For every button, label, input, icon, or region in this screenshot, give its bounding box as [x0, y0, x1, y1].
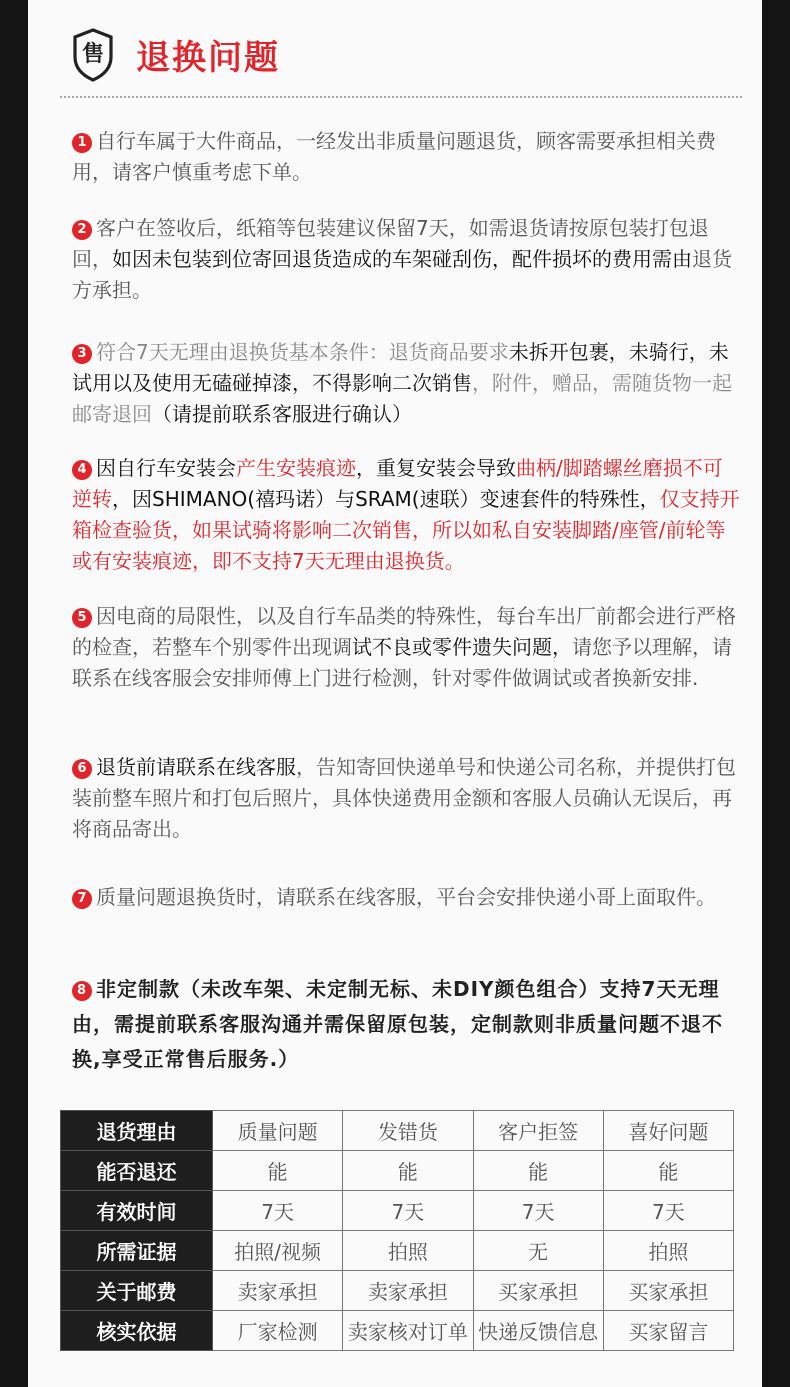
- row-label: 所需证据: [61, 1231, 213, 1271]
- table-cell: 客户拒签: [473, 1111, 603, 1151]
- rule-7: [72, 882, 742, 913]
- rule-text-red: 曲柄/脚踏螺丝磨损不可逆转: [72, 456, 723, 511]
- table-cell: 发错货: [343, 1111, 473, 1151]
- table-cell: 喜好问题: [603, 1111, 733, 1151]
- number-badge: 3: [72, 344, 92, 364]
- row-label: 有效时间: [61, 1191, 213, 1231]
- rule-text-emphasis: 试不良或零件遗失问题，: [352, 635, 572, 659]
- table-cell: 7天: [213, 1191, 343, 1231]
- rule-text: ，重复安装会导致: [356, 456, 516, 480]
- table-cell: 能: [603, 1151, 733, 1191]
- rule-text-emphasis: 退货前请联系在线客服: [96, 755, 296, 779]
- rule-text: 符合7天无理由退换货基本条件：退货商品要求: [96, 340, 509, 364]
- table-cell: 能: [343, 1151, 473, 1191]
- row-label: 核实依据: [61, 1311, 213, 1351]
- table-cell: 拍照: [343, 1231, 473, 1271]
- table-row: [61, 1151, 734, 1191]
- row-label: 能否退还: [61, 1151, 213, 1191]
- rule-1: [72, 126, 742, 188]
- table-cell: 能: [213, 1151, 343, 1191]
- table-cell: 7天: [473, 1191, 603, 1231]
- table-cell: 买家承担: [603, 1271, 733, 1311]
- rule-text-emphasis: 未拆开包裹，未骑行，未试用以及使用无磕碰掉漆，不得影响二次销售: [72, 340, 729, 395]
- table-cell: 买家留言: [603, 1311, 733, 1351]
- rule-text-emphasis: 如因未包装到位寄回退货造成的车架碰刮伤，配件损坏的费用需由: [112, 247, 692, 271]
- table-cell: 厂家检测: [213, 1311, 343, 1351]
- rule-text: 因自行车安装会: [96, 456, 236, 480]
- rule-text: 质量问题退换货时，请联系在线客服，平台会安排快递小哥上面取件。: [96, 885, 716, 909]
- rule-text: 请您予以理解，请联系在线客服会安排师傅上门进行检测，针对零件做调试或者换新安排.: [72, 635, 732, 690]
- number-badge: 8: [72, 981, 92, 1001]
- table-row: [61, 1311, 734, 1351]
- rule-text-red: 仅支持开箱检查验货，如果试骑将影响二次销售，所以如私自安装脚踏/座管/前轮等或有安装痕迹，即不支持7天无理由退换货。: [72, 487, 740, 573]
- table-row: [61, 1271, 734, 1311]
- number-badge: 5: [72, 608, 92, 628]
- rule-3: [72, 337, 742, 430]
- row-label: 退货理由: [61, 1111, 213, 1151]
- number-badge: 6: [72, 759, 92, 779]
- table-cell: 能: [473, 1151, 603, 1191]
- page-title: 退换问题: [136, 38, 280, 78]
- rule-text: 客户在签收后，纸箱等包装建议保留7天，如需退货请按原包装打包退回，: [72, 216, 709, 271]
- table-cell: 7天: [603, 1191, 733, 1231]
- table-cell: 买家承担: [473, 1271, 603, 1311]
- page: [28, 0, 762, 1387]
- table-cell: 拍照: [603, 1231, 733, 1271]
- rule-text: 非定制款（未改车架、未定制无标、未DIY颜色组合）支持7天无理由，需提前联系客服沟通并需保留原包装，定制款则非质量问题不退不换,享受正常售后服务.）: [72, 977, 723, 1071]
- rule-text: 因电商的局限性，以及自行车品类的特殊性，每台车出厂前都会进行严格的检查，若整车个别零件出现调: [72, 604, 736, 659]
- number-badge: 2: [72, 220, 92, 240]
- rule-text-red: 产生安装痕迹: [236, 456, 356, 480]
- rule-2: [72, 213, 742, 306]
- shield-char: 售: [81, 42, 104, 67]
- rule-8: [72, 972, 742, 1077]
- rule-text: 退货方承担。: [72, 247, 732, 302]
- rule-5: [72, 601, 742, 694]
- rule-text: ，因SHIMANO(禧玛诺）与SRAM(速联）变速套件的特殊性，: [112, 487, 660, 511]
- rule-4: [72, 453, 742, 577]
- table-row: [61, 1111, 734, 1151]
- table-cell: 快递反馈信息: [473, 1311, 603, 1351]
- table-row: [61, 1191, 734, 1231]
- return-policy-table: [60, 1110, 734, 1351]
- row-label: 关于邮费: [61, 1271, 213, 1311]
- table-cell: 质量问题: [213, 1111, 343, 1151]
- divider: [60, 96, 742, 98]
- rule-text: 自行车属于大件商品，一经发出非质量问题退货，顾客需要承担相关费用，请客户慎重考虑下单。: [72, 129, 716, 184]
- table-cell: 7天: [343, 1191, 473, 1231]
- rule-text: ，告知寄回快递单号和快递公司名称，并提供打包装前整车照片和打包后照片，具体快递费用金额和客服人员确认无误后，再将商品寄出。: [72, 755, 736, 841]
- table-row: [61, 1231, 734, 1271]
- rule-6: [72, 752, 742, 845]
- number-badge: 1: [72, 133, 92, 153]
- table-cell: 卖家核对订单: [343, 1311, 473, 1351]
- rule-text-emphasis: （请提前联系客服进行确认）: [152, 402, 412, 426]
- number-badge: 7: [72, 889, 92, 909]
- table-cell: 卖家承担: [213, 1271, 343, 1311]
- table-cell: 无: [473, 1231, 603, 1271]
- number-badge: 4: [72, 460, 92, 480]
- table-cell: 卖家承担: [343, 1271, 473, 1311]
- rule-text: ，附件，赠品，需随货物一起邮寄退回: [72, 371, 732, 426]
- table-cell: 拍照/视频: [213, 1231, 343, 1271]
